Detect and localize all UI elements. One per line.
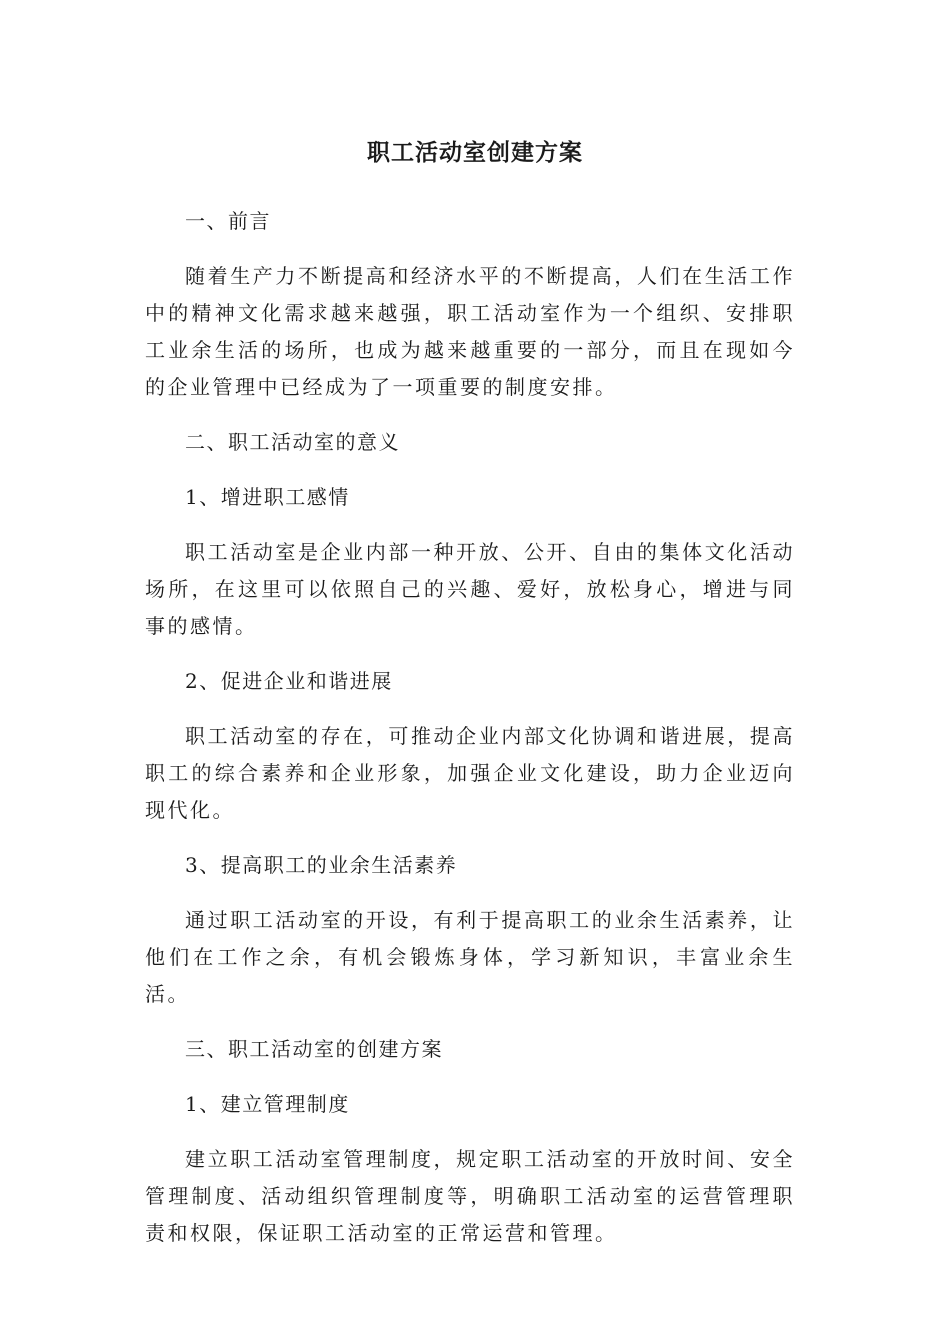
subheading-management-system: 1、建立管理制度	[185, 1092, 350, 1116]
subheading-enhance-feelings: 1、增进职工感情	[185, 485, 350, 509]
subheading-harmonious-development: 2、促进企业和谐进展	[185, 669, 393, 693]
paragraph-leisure-literacy: 通过职工活动室的开设，有利于提高职工的业余生活素养，让他们在工作之余，有机会锻炼身体，学习新知识，丰富业余生活。	[145, 908, 795, 1006]
section-heading-significance: 二、职工活动室的意义	[185, 430, 400, 454]
document-title: 职工活动室创建方案	[367, 140, 583, 166]
section-heading-preface: 一、前言	[185, 209, 271, 233]
document-body	[145, 203, 795, 1270]
paragraph-enhance-feelings: 职工活动室是企业内部一种开放、公开、自由的集体文化活动场所，在这里可以依照自己的兴趣、爱好，放松身心，增进与同事的感情。	[145, 540, 795, 638]
subheading-leisure-literacy: 3、提高职工的业余生活素养	[185, 853, 458, 877]
section-heading-plan: 三、职工活动室的创建方案	[185, 1037, 443, 1061]
paragraph-preface: 随着生产力不断提高和经济水平的不断提高，人们在生活工作中的精神文化需求越来越强，职工活动室作为一个组织、安排职工业余生活的场所，也成为越来越重要的一部分，而且在现如今的企业管理中已经成为了一项重要的制度安排。	[145, 264, 795, 399]
paragraph-management-system: 建立职工活动室管理制度，规定职工活动室的开放时间、安全管理制度、活动组织管理制度等，明确职工活动室的运营管理职责和权限，保证职工活动室的正常运营和管理。	[145, 1147, 795, 1245]
paragraph-harmonious-development: 职工活动室的存在，可推动企业内部文化协调和谐进展，提高职工的综合素养和企业形象，加强企业文化建设，助力企业迈向现代化。	[145, 724, 795, 822]
